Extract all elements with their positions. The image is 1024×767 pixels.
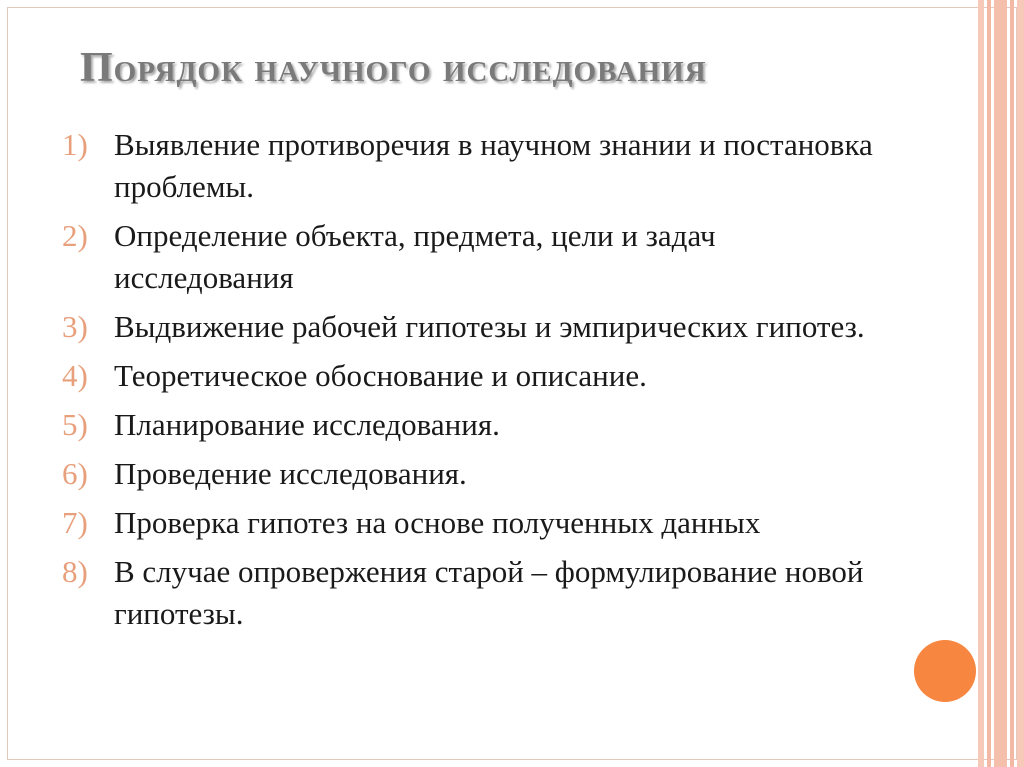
item-number: 2) [62,218,88,253]
item-text: Проведение исследования. [114,456,467,491]
item-text: Планирование исследования. [114,407,500,442]
stripe [1017,0,1024,767]
list-item [62,453,882,495]
list-item [62,551,882,635]
item-number: 6) [62,456,88,491]
item-number: 1) [62,127,88,162]
list-item [62,502,882,544]
list-item [62,124,882,208]
item-number: 5) [62,407,88,442]
list-item [62,215,882,299]
item-number: 4) [62,358,88,393]
item-text: Теоретическое обоснование и описание. [114,358,647,393]
list-item [62,306,882,348]
item-text: В случае опровержения старой – формулирование новой гипотезы. [114,554,864,631]
item-text: Проверка гипотез на основе полученных данных [114,505,761,540]
list-item [62,404,882,446]
list-item [62,355,882,397]
item-number: 7) [62,505,88,540]
item-number: 8) [62,554,88,589]
stripe [1010,0,1014,767]
stripe [994,0,1007,767]
item-text: Выдвижение рабочей гипотезы и эмпирических гипотез. [114,309,865,344]
slide-title: Порядок научного исследования [80,45,707,91]
decorative-stripes [978,0,1024,767]
item-number: 3) [62,309,88,344]
stripe [978,0,984,767]
stripe [987,0,991,767]
decorative-circle [914,640,976,702]
steps-list [62,124,882,642]
item-text: Определение объекта, предмета, цели и задач исследования [114,218,716,295]
item-text: Выявление противоречия в научном знании и постановка проблемы. [114,127,873,204]
